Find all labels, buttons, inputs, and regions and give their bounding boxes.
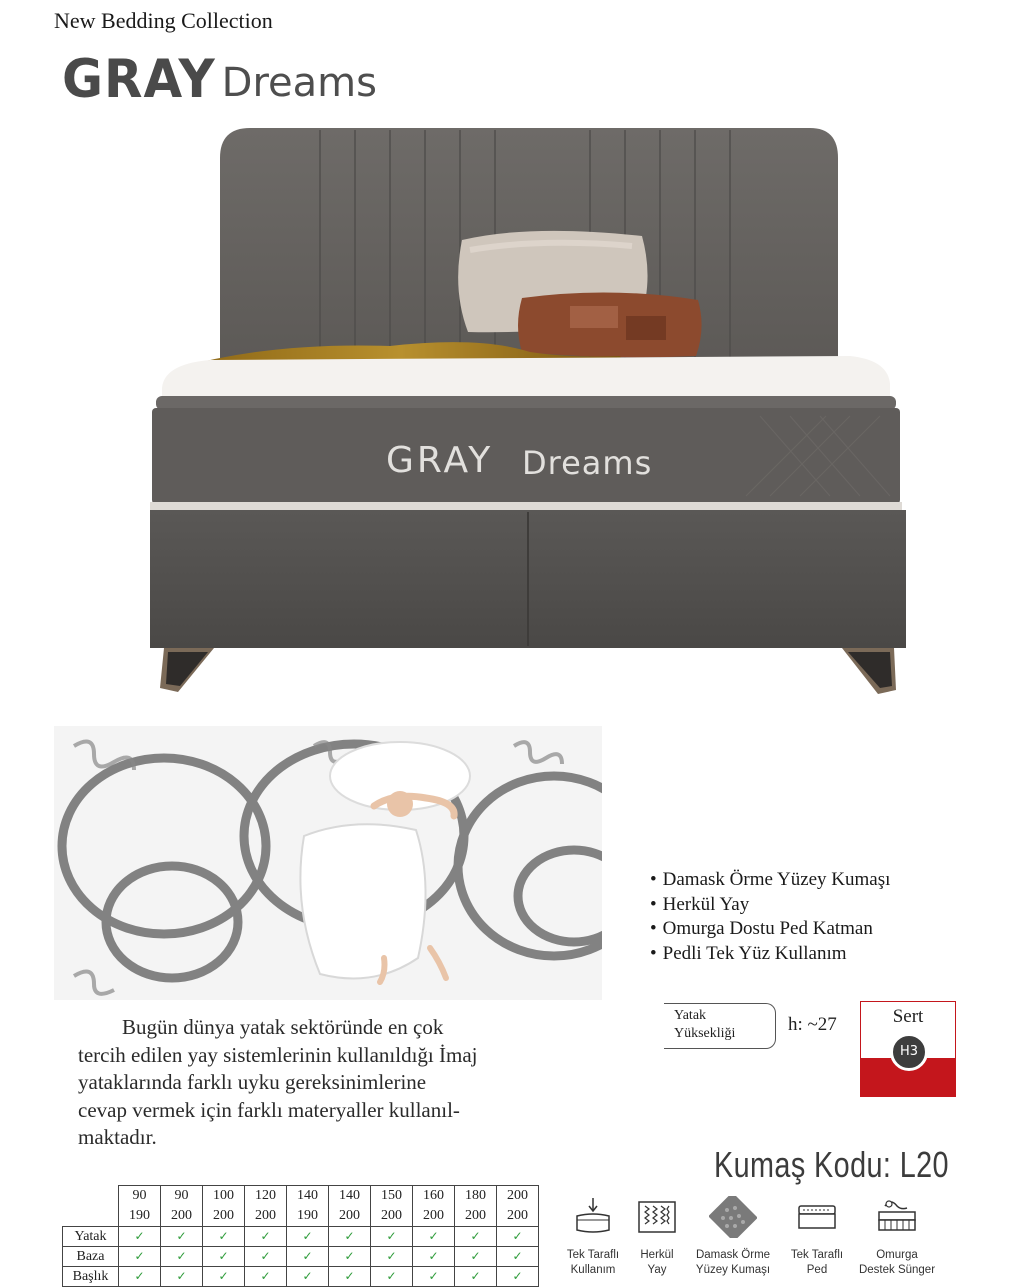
checkmark-icon: ✓ <box>512 1228 523 1243</box>
table-corner <box>63 1186 119 1227</box>
feature-item: • Herkül Yay <box>650 893 890 918</box>
availability-cell <box>413 1267 455 1287</box>
mattress-brand-light: Dreams <box>522 444 653 482</box>
size-header-cell <box>119 1186 161 1227</box>
size-width: 150 <box>381 1188 402 1203</box>
feature-icon-caption: Herkül Yay <box>640 1249 674 1276</box>
availability-cell <box>287 1227 329 1247</box>
checkmark-icon: ✓ <box>386 1228 397 1243</box>
row-label: Başlık <box>63 1267 119 1287</box>
height-label-line2: Yüksekliği <box>674 1026 736 1041</box>
firmness-label: Sert <box>892 1006 924 1027</box>
size-width: 160 <box>423 1188 444 1203</box>
availability-cell <box>329 1227 371 1247</box>
checkmark-icon: ✓ <box>470 1248 481 1263</box>
checkmark-icon: ✓ <box>260 1248 271 1263</box>
brand-name-bold: GRAY <box>62 48 216 110</box>
checkmark-icon: ✓ <box>344 1248 355 1263</box>
size-header-cell <box>245 1186 287 1227</box>
availability-cell <box>371 1227 413 1247</box>
fabric-code: Kumaş Kodu: L20 <box>714 1144 949 1185</box>
feature-icon-item <box>694 1196 772 1278</box>
feature-icon-caption: Omurga Destek Sünger <box>858 1249 936 1276</box>
size-availability-table <box>62 1185 539 1287</box>
size-header-cell <box>203 1186 245 1227</box>
mattress-height-value: h: ~27 <box>788 1014 837 1035</box>
size-width: 140 <box>339 1188 360 1203</box>
feature-icons <box>558 1196 948 1286</box>
brand-name-light: Dreams <box>221 60 377 106</box>
spine-support-foam-icon <box>873 1196 921 1238</box>
feature-icon-item <box>858 1196 936 1278</box>
size-length: 200 <box>465 1208 486 1223</box>
size-length: 200 <box>423 1208 444 1223</box>
availability-cell <box>455 1267 497 1287</box>
size-width: 180 <box>465 1188 486 1203</box>
table-row <box>63 1267 539 1287</box>
bed-product-photo <box>150 120 910 700</box>
checkmark-icon: ✓ <box>176 1248 187 1263</box>
checkmark-icon: ✓ <box>344 1228 355 1243</box>
availability-cell <box>497 1227 539 1247</box>
feature-icon-item <box>618 1196 696 1278</box>
description-line: cevap vermek için farklı materyaller kullanıl- <box>78 1097 460 1122</box>
size-width: 90 <box>174 1188 189 1203</box>
availability-cell <box>497 1267 539 1287</box>
checkmark-icon: ✓ <box>302 1268 313 1283</box>
size-length: 200 <box>255 1208 276 1223</box>
checkmark-icon: ✓ <box>134 1228 145 1243</box>
availability-cell <box>203 1247 245 1267</box>
mattress-brand-bold: GRAY <box>386 440 494 481</box>
description-line: maktadır. <box>78 1125 157 1149</box>
checkmark-icon: ✓ <box>176 1228 187 1243</box>
checkmark-icon: ✓ <box>386 1268 397 1283</box>
checkmark-icon: ✓ <box>218 1248 229 1263</box>
availability-cell <box>413 1247 455 1267</box>
size-width: 140 <box>297 1188 318 1203</box>
checkmark-icon: ✓ <box>428 1248 439 1263</box>
checkmark-icon: ✓ <box>512 1248 523 1263</box>
table-row <box>63 1247 539 1267</box>
size-length: 190 <box>297 1208 318 1223</box>
size-width: 120 <box>255 1188 276 1203</box>
feature-item: • Pedli Tek Yüz Kullanım <box>650 942 890 967</box>
checkmark-icon: ✓ <box>470 1268 481 1283</box>
mattress-height-label <box>664 1003 776 1049</box>
availability-cell <box>119 1247 161 1267</box>
size-header-cell <box>413 1186 455 1227</box>
collection-subtitle: New Bedding Collection <box>54 8 273 33</box>
availability-cell <box>455 1247 497 1267</box>
duvet-illustration <box>300 824 425 978</box>
checkmark-icon: ✓ <box>512 1268 523 1283</box>
description-line: yataklarında farklı uyku gereksinimlerine <box>78 1070 427 1094</box>
firmness-indicator <box>860 1001 956 1097</box>
feature-icon-caption: Tek Taraflı Ped <box>790 1249 844 1276</box>
checkmark-icon: ✓ <box>134 1268 145 1283</box>
checkmark-icon: ✓ <box>386 1248 397 1263</box>
description-line: tercih edilen yay sistemlerinin kullanıldığı İmaj <box>78 1042 478 1067</box>
checkmark-icon: ✓ <box>302 1228 313 1243</box>
availability-cell <box>455 1227 497 1247</box>
feature-icon-caption: Tek Taraflı Kullanım <box>566 1249 620 1276</box>
size-width: 90 <box>132 1188 147 1203</box>
spring-system-photo <box>54 726 602 1000</box>
feature-item: • Damask Örme Yüzey Kumaşı <box>650 868 890 893</box>
availability-cell <box>371 1267 413 1287</box>
availability-cell <box>203 1267 245 1287</box>
availability-cell <box>203 1227 245 1247</box>
availability-cell <box>413 1227 455 1247</box>
availability-cell <box>497 1247 539 1267</box>
row-label: Baza <box>63 1247 119 1267</box>
checkmark-icon: ✓ <box>302 1248 313 1263</box>
checkmark-icon: ✓ <box>260 1268 271 1283</box>
checkmark-icon: ✓ <box>218 1268 229 1283</box>
size-header-cell <box>497 1186 539 1227</box>
checkmark-icon: ✓ <box>344 1268 355 1283</box>
checkmark-icon: ✓ <box>134 1248 145 1263</box>
description-line: Bugün dünya yatak sektöründe en çok <box>122 1015 444 1039</box>
product-title <box>62 50 377 108</box>
availability-cell <box>161 1247 203 1267</box>
size-header-cell <box>287 1186 329 1227</box>
size-width: 200 <box>507 1188 528 1203</box>
size-width: 100 <box>213 1188 234 1203</box>
availability-cell <box>371 1247 413 1267</box>
row-label: Yatak <box>63 1227 119 1247</box>
single-sided-use-icon <box>569 1196 617 1238</box>
availability-cell <box>161 1227 203 1247</box>
checkmark-icon: ✓ <box>176 1268 187 1283</box>
size-length: 190 <box>129 1208 150 1223</box>
firmness-badge: H3 <box>890 1033 928 1071</box>
size-length: 200 <box>213 1208 234 1223</box>
table-row <box>63 1227 539 1247</box>
damask-fabric-icon <box>709 1196 757 1238</box>
size-header-cell <box>455 1186 497 1227</box>
availability-cell <box>245 1267 287 1287</box>
availability-cell <box>287 1247 329 1267</box>
height-label-line1: Yatak <box>674 1008 707 1023</box>
availability-cell <box>245 1247 287 1267</box>
feature-icon-caption: Damask Örme Yüzey Kumaşı <box>695 1249 771 1276</box>
availability-cell <box>287 1267 329 1287</box>
mattress-top <box>162 356 890 402</box>
size-length: 200 <box>381 1208 402 1223</box>
spring-icon <box>633 1196 681 1238</box>
size-length: 200 <box>339 1208 360 1223</box>
feature-list <box>650 868 890 966</box>
availability-cell <box>245 1227 287 1247</box>
availability-cell <box>329 1267 371 1287</box>
checkmark-icon: ✓ <box>428 1268 439 1283</box>
single-sided-pad-icon <box>793 1196 841 1238</box>
feature-icon-item <box>778 1196 856 1278</box>
checkmark-icon: ✓ <box>260 1228 271 1243</box>
size-header-cell <box>161 1186 203 1227</box>
checkmark-icon: ✓ <box>470 1228 481 1243</box>
size-header-cell <box>329 1186 371 1227</box>
availability-cell <box>119 1267 161 1287</box>
availability-cell <box>119 1227 161 1247</box>
availability-cell <box>161 1267 203 1287</box>
product-description <box>78 1014 578 1152</box>
size-length: 200 <box>507 1208 528 1223</box>
size-header-cell <box>371 1186 413 1227</box>
size-header-row <box>63 1186 539 1227</box>
checkmark-icon: ✓ <box>428 1228 439 1243</box>
size-length: 200 <box>171 1208 192 1223</box>
checkmark-icon: ✓ <box>218 1228 229 1243</box>
feature-item: • Omurga Dostu Ped Katman <box>650 917 890 942</box>
availability-cell <box>329 1247 371 1267</box>
